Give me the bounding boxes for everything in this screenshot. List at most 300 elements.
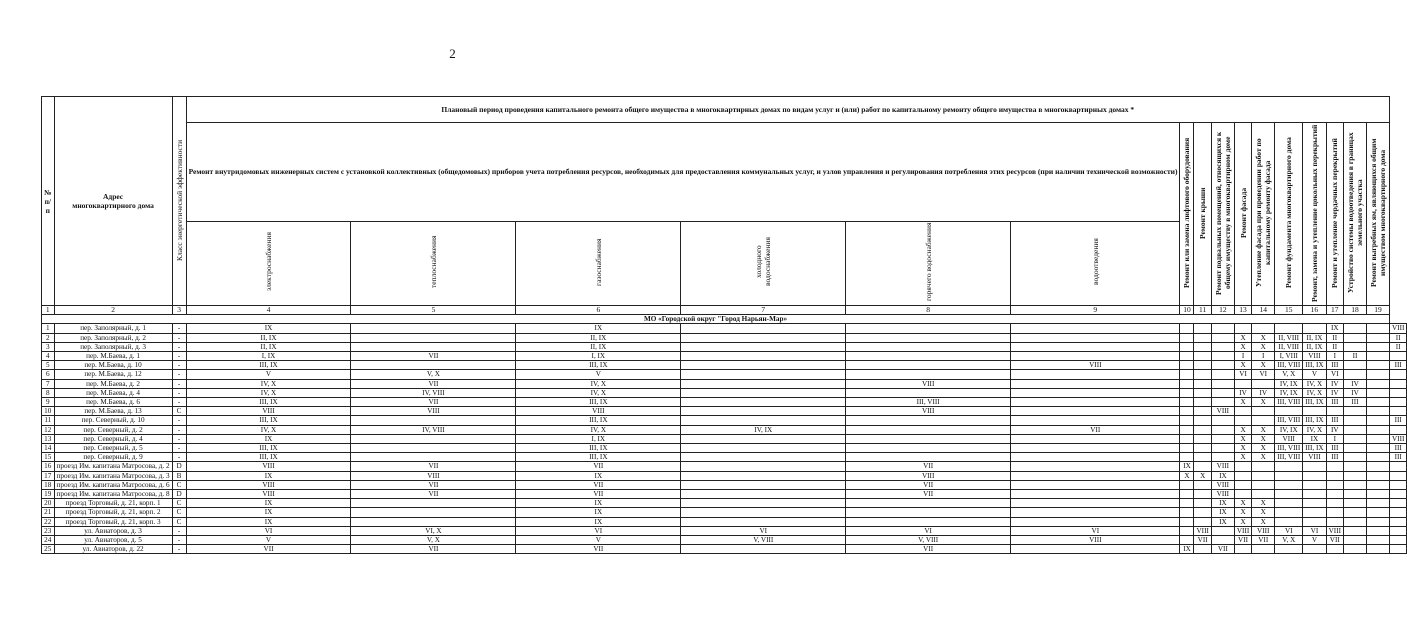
row-cell bbox=[1343, 545, 1366, 554]
row-energy-class: - bbox=[172, 324, 186, 333]
row-cell bbox=[1194, 444, 1211, 453]
row-cell bbox=[1275, 480, 1303, 489]
row-cell bbox=[681, 499, 846, 508]
row-cell: VIII bbox=[1211, 462, 1234, 471]
header-engineering-systems: Ремонт внутридомовых инженерных систем с установкой коллективных (общедомовых) приборов учета потребления ресурсов, необходимых для предоставления коммунальных услуг, и узлов управления и регулирования потребления этих ресурсов (при наличии технической возможности) bbox=[186, 123, 1180, 222]
table-row bbox=[42, 398, 1407, 407]
row-cell: IX bbox=[186, 517, 351, 526]
row-cell: VIII bbox=[516, 407, 681, 416]
row-cell bbox=[1366, 333, 1389, 342]
row-number: 13 bbox=[42, 434, 55, 443]
row-cell: IX bbox=[186, 471, 351, 480]
row-cell: IV, X bbox=[516, 379, 681, 388]
row-number: 17 bbox=[42, 471, 55, 480]
row-cell bbox=[1180, 416, 1194, 425]
row-cell bbox=[1343, 324, 1366, 333]
row-cell bbox=[846, 333, 1011, 342]
row-cell: VIII bbox=[351, 407, 516, 416]
row-cell: X bbox=[1234, 333, 1251, 342]
table-row bbox=[42, 407, 1407, 416]
row-cell: VII bbox=[186, 545, 351, 554]
column-number-row bbox=[42, 306, 1407, 315]
row-cell bbox=[846, 352, 1011, 361]
row-cell bbox=[1194, 499, 1211, 508]
row-cell: X bbox=[1234, 508, 1251, 517]
row-cell: VII bbox=[516, 545, 681, 554]
row-cell: X bbox=[1234, 425, 1251, 434]
row-cell bbox=[1326, 407, 1343, 416]
table-row bbox=[42, 508, 1407, 517]
row-cell bbox=[1180, 480, 1194, 489]
row-number: 1 bbox=[42, 324, 55, 333]
row-cell: IV, VIII bbox=[351, 388, 516, 397]
row-number: 12 bbox=[42, 425, 55, 434]
row-number: 4 bbox=[42, 352, 55, 361]
row-cell bbox=[1366, 370, 1389, 379]
table-row bbox=[42, 342, 1407, 351]
row-cell bbox=[1211, 352, 1234, 361]
row-energy-class: - bbox=[172, 444, 186, 453]
row-cell: X bbox=[1252, 453, 1275, 462]
row-cell bbox=[1366, 379, 1389, 388]
row-energy-class: - bbox=[172, 333, 186, 342]
table-row bbox=[42, 526, 1407, 535]
header-col-17: Ремонт и утепление чердачных перекрытий bbox=[1326, 123, 1343, 306]
row-cell: X bbox=[1252, 425, 1275, 434]
row-cell: III bbox=[1389, 416, 1406, 425]
row-cell bbox=[1211, 444, 1234, 453]
row-cell: VII bbox=[516, 480, 681, 489]
row-cell bbox=[1326, 517, 1343, 526]
row-cell bbox=[681, 508, 846, 517]
row-cell: VIII bbox=[1211, 407, 1234, 416]
row-cell bbox=[1011, 333, 1180, 342]
row-cell bbox=[1275, 499, 1303, 508]
row-address: пер. Заполярный, д. 1 bbox=[54, 324, 172, 333]
row-cell: III bbox=[1343, 398, 1366, 407]
row-cell bbox=[1303, 407, 1326, 416]
row-cell bbox=[1194, 490, 1211, 499]
row-energy-class: - bbox=[172, 379, 186, 388]
row-energy-class: - bbox=[172, 388, 186, 397]
row-energy-class: C bbox=[172, 480, 186, 489]
row-cell: X bbox=[1180, 471, 1194, 480]
table-row bbox=[42, 434, 1407, 443]
row-cell: VII bbox=[1252, 536, 1275, 545]
row-cell: VIII bbox=[846, 471, 1011, 480]
column-number: 11 bbox=[1194, 306, 1211, 315]
row-cell bbox=[1180, 379, 1194, 388]
table-row bbox=[42, 453, 1407, 462]
row-cell: VI bbox=[1252, 370, 1275, 379]
row-cell: IX bbox=[1211, 471, 1234, 480]
row-cell: IX bbox=[516, 471, 681, 480]
row-cell bbox=[681, 370, 846, 379]
row-cell: III, IX bbox=[1303, 444, 1326, 453]
row-cell: VI, X bbox=[351, 526, 516, 535]
row-cell: X bbox=[1252, 508, 1275, 517]
row-address: пер. Северный, д. 9 bbox=[54, 453, 172, 462]
row-cell bbox=[1011, 462, 1180, 471]
row-cell bbox=[1366, 425, 1389, 434]
row-cell bbox=[846, 361, 1011, 370]
row-cell bbox=[1180, 407, 1194, 416]
row-cell bbox=[1194, 462, 1211, 471]
row-cell: VIII bbox=[846, 407, 1011, 416]
row-cell bbox=[681, 361, 846, 370]
row-cell bbox=[1343, 444, 1366, 453]
row-cell bbox=[1211, 398, 1234, 407]
row-cell bbox=[1343, 480, 1366, 489]
row-cell bbox=[1194, 434, 1211, 443]
row-cell bbox=[1180, 388, 1194, 397]
row-cell bbox=[1180, 499, 1194, 508]
row-cell: X bbox=[1252, 434, 1275, 443]
row-cell bbox=[1343, 536, 1366, 545]
row-cell: VIII bbox=[1011, 361, 1180, 370]
row-cell: II, IX bbox=[516, 342, 681, 351]
row-cell: IV, IX bbox=[1275, 388, 1303, 397]
row-cell bbox=[1326, 490, 1343, 499]
row-cell: III, VIII bbox=[1275, 416, 1303, 425]
row-number: 22 bbox=[42, 517, 55, 526]
row-cell bbox=[846, 425, 1011, 434]
row-cell bbox=[1211, 416, 1234, 425]
row-cell bbox=[1366, 545, 1389, 554]
row-cell: VIII bbox=[1211, 490, 1234, 499]
row-cell bbox=[1011, 453, 1180, 462]
row-cell bbox=[1366, 416, 1389, 425]
row-cell bbox=[1343, 425, 1366, 434]
table-row bbox=[42, 444, 1407, 453]
row-cell bbox=[681, 471, 846, 480]
row-cell: X bbox=[1234, 398, 1251, 407]
row-cell bbox=[1275, 471, 1303, 480]
row-cell: IV bbox=[1343, 388, 1366, 397]
section-title: МО «Городской округ "Город Нарьян-Мар» bbox=[42, 315, 1390, 324]
row-number: 18 bbox=[42, 480, 55, 489]
row-cell bbox=[1211, 333, 1234, 342]
row-cell bbox=[1303, 545, 1326, 554]
row-cell bbox=[681, 333, 846, 342]
row-cell bbox=[681, 453, 846, 462]
row-cell: IX bbox=[1303, 434, 1326, 443]
row-cell: X bbox=[1252, 517, 1275, 526]
column-number: 5 bbox=[351, 306, 516, 315]
row-cell: IX bbox=[186, 508, 351, 517]
row-cell: II bbox=[1389, 333, 1406, 342]
row-cell bbox=[1389, 425, 1406, 434]
row-energy-class: D bbox=[172, 462, 186, 471]
column-number: 1 bbox=[42, 306, 55, 315]
column-number: 8 bbox=[846, 306, 1011, 315]
row-address: пер. М.Баева, д. 2 bbox=[54, 379, 172, 388]
row-cell bbox=[1389, 352, 1406, 361]
row-cell bbox=[1366, 471, 1389, 480]
row-cell bbox=[1343, 471, 1366, 480]
row-cell: I bbox=[1326, 352, 1343, 361]
header-sub-gas: газоснабжения bbox=[516, 221, 681, 305]
row-cell: X bbox=[1234, 342, 1251, 351]
row-number: 24 bbox=[42, 536, 55, 545]
row-cell bbox=[1389, 536, 1406, 545]
row-cell bbox=[1275, 490, 1303, 499]
row-cell bbox=[1343, 508, 1366, 517]
row-cell bbox=[1366, 434, 1389, 443]
row-cell: II, VIII bbox=[1275, 333, 1303, 342]
column-number: 9 bbox=[1011, 306, 1180, 315]
row-cell bbox=[1343, 416, 1366, 425]
row-cell bbox=[1194, 416, 1211, 425]
row-cell: III bbox=[1326, 361, 1343, 370]
row-cell bbox=[846, 444, 1011, 453]
row-cell bbox=[1275, 508, 1303, 517]
row-address: пер. М.Баева, д. 13 bbox=[54, 407, 172, 416]
row-cell: II bbox=[1326, 342, 1343, 351]
row-cell: VII bbox=[516, 462, 681, 471]
row-cell bbox=[1180, 352, 1194, 361]
row-cell bbox=[1343, 361, 1366, 370]
row-cell bbox=[1180, 333, 1194, 342]
row-cell bbox=[1366, 499, 1389, 508]
row-cell: V bbox=[516, 536, 681, 545]
row-cell bbox=[681, 379, 846, 388]
row-cell bbox=[681, 398, 846, 407]
row-cell: X bbox=[1234, 453, 1251, 462]
row-cell bbox=[1326, 499, 1343, 508]
row-energy-class: - bbox=[172, 536, 186, 545]
table-row bbox=[42, 333, 1407, 342]
row-cell bbox=[1194, 379, 1211, 388]
row-cell bbox=[846, 508, 1011, 517]
row-cell: VI bbox=[1326, 370, 1343, 379]
row-cell bbox=[1011, 517, 1180, 526]
row-cell bbox=[681, 324, 846, 333]
row-cell: IX bbox=[516, 324, 681, 333]
row-cell bbox=[1180, 361, 1194, 370]
row-cell bbox=[1366, 444, 1389, 453]
row-cell: IV, X bbox=[186, 388, 351, 397]
row-cell bbox=[1389, 517, 1406, 526]
column-number: 19 bbox=[1366, 306, 1389, 315]
row-energy-class: C bbox=[172, 499, 186, 508]
row-address: проезд Им. капитана Матросова, д. 8 bbox=[54, 490, 172, 499]
row-cell: VII bbox=[846, 480, 1011, 489]
header-col-16: Ремонт, замена и утепление цокольных перекрытий bbox=[1303, 123, 1326, 306]
row-cell bbox=[351, 324, 516, 333]
row-cell: IX bbox=[1180, 462, 1194, 471]
row-cell: IV, X bbox=[516, 425, 681, 434]
row-cell bbox=[1252, 324, 1275, 333]
row-cell: X bbox=[1234, 434, 1251, 443]
row-cell bbox=[1194, 342, 1211, 351]
row-cell: IX bbox=[1211, 508, 1234, 517]
row-cell: X bbox=[1234, 517, 1251, 526]
row-cell: III, VIII bbox=[1275, 398, 1303, 407]
row-cell bbox=[1011, 480, 1180, 489]
row-address: пер. Северный, д. 10 bbox=[54, 416, 172, 425]
table-row bbox=[42, 462, 1407, 471]
row-cell: III, IX bbox=[516, 398, 681, 407]
row-cell bbox=[351, 444, 516, 453]
row-cell: I, IX bbox=[186, 352, 351, 361]
row-cell bbox=[1275, 324, 1303, 333]
row-cell: IX bbox=[1211, 517, 1234, 526]
row-cell bbox=[1343, 434, 1366, 443]
row-cell bbox=[1234, 416, 1251, 425]
row-cell bbox=[1343, 333, 1366, 342]
row-cell: II bbox=[1389, 342, 1406, 351]
row-cell bbox=[1180, 453, 1194, 462]
row-cell: VII bbox=[351, 545, 516, 554]
row-cell: I, IX bbox=[516, 434, 681, 443]
row-number: 21 bbox=[42, 508, 55, 517]
row-cell bbox=[1326, 471, 1343, 480]
row-energy-class: C bbox=[172, 508, 186, 517]
row-cell bbox=[1366, 453, 1389, 462]
row-cell bbox=[1389, 499, 1406, 508]
row-cell: IX bbox=[186, 434, 351, 443]
row-cell: VII bbox=[351, 480, 516, 489]
row-cell: VIII bbox=[186, 480, 351, 489]
row-cell: VIII bbox=[1326, 526, 1343, 535]
row-energy-class: - bbox=[172, 425, 186, 434]
row-cell: II, IX bbox=[516, 333, 681, 342]
column-number: 13 bbox=[1234, 306, 1251, 315]
row-cell bbox=[1180, 425, 1194, 434]
row-cell bbox=[1389, 398, 1406, 407]
row-cell: VII bbox=[1194, 536, 1211, 545]
row-cell bbox=[1234, 407, 1251, 416]
row-cell bbox=[1011, 407, 1180, 416]
row-cell: X bbox=[1252, 398, 1275, 407]
row-cell bbox=[1343, 490, 1366, 499]
row-cell bbox=[1211, 536, 1234, 545]
row-cell bbox=[351, 416, 516, 425]
row-cell: X bbox=[1194, 471, 1211, 480]
column-number: 7 bbox=[681, 306, 846, 315]
row-cell: II, VIII bbox=[1275, 342, 1303, 351]
row-cell bbox=[1343, 407, 1366, 416]
row-cell: IX bbox=[1180, 545, 1194, 554]
row-cell: IV, IX bbox=[1275, 379, 1303, 388]
row-cell: III, IX bbox=[516, 416, 681, 425]
header-col-11: Ремонт крыши bbox=[1194, 123, 1211, 306]
row-cell: VIII bbox=[1194, 526, 1211, 535]
row-cell: VIII bbox=[1275, 434, 1303, 443]
row-cell bbox=[1389, 471, 1406, 480]
row-cell bbox=[1011, 370, 1180, 379]
row-cell bbox=[1389, 526, 1406, 535]
row-cell bbox=[1303, 462, 1326, 471]
row-cell bbox=[1211, 370, 1234, 379]
row-energy-class: - bbox=[172, 434, 186, 443]
row-cell: IX bbox=[1326, 324, 1343, 333]
row-cell: VII bbox=[351, 379, 516, 388]
table-row bbox=[42, 361, 1407, 370]
row-cell: VIII bbox=[1303, 352, 1326, 361]
row-cell: IV bbox=[1252, 388, 1275, 397]
table-row bbox=[42, 490, 1407, 499]
row-cell: II, IX bbox=[1303, 342, 1326, 351]
row-address: пер. Заполярный, д. 2 bbox=[54, 333, 172, 342]
row-cell: VII bbox=[846, 545, 1011, 554]
row-cell: III, VIII bbox=[1275, 453, 1303, 462]
row-cell: X bbox=[1234, 361, 1251, 370]
table-row bbox=[42, 379, 1407, 388]
row-number: 19 bbox=[42, 490, 55, 499]
row-number: 23 bbox=[42, 526, 55, 535]
column-number: 4 bbox=[186, 306, 351, 315]
row-cell: V, X bbox=[351, 536, 516, 545]
row-cell bbox=[1366, 490, 1389, 499]
row-cell bbox=[1343, 499, 1366, 508]
row-number: 7 bbox=[42, 379, 55, 388]
row-cell: I bbox=[1252, 352, 1275, 361]
row-cell bbox=[351, 333, 516, 342]
row-cell bbox=[1303, 471, 1326, 480]
row-cell: VI bbox=[1275, 526, 1303, 535]
row-cell: III, IX bbox=[516, 444, 681, 453]
row-cell bbox=[1211, 379, 1234, 388]
table-row bbox=[42, 370, 1407, 379]
row-cell bbox=[1326, 462, 1343, 471]
row-number: 5 bbox=[42, 361, 55, 370]
row-cell: III bbox=[1326, 453, 1343, 462]
row-cell bbox=[846, 453, 1011, 462]
row-cell bbox=[681, 416, 846, 425]
row-cell bbox=[1275, 545, 1303, 554]
row-cell bbox=[351, 517, 516, 526]
row-number: 3 bbox=[42, 342, 55, 351]
row-cell bbox=[846, 370, 1011, 379]
row-cell: VIII bbox=[1389, 434, 1406, 443]
row-cell: X bbox=[1234, 499, 1251, 508]
row-cell bbox=[1366, 324, 1389, 333]
header-col-14: Утепление фасада при проведении работ по капитальному ремонту фасада bbox=[1252, 123, 1275, 306]
row-cell bbox=[1011, 508, 1180, 517]
row-address: ул. Авиаторов, д. 22 bbox=[54, 545, 172, 554]
row-cell bbox=[1180, 536, 1194, 545]
row-cell bbox=[1326, 508, 1343, 517]
row-cell: X bbox=[1252, 499, 1275, 508]
row-cell: III bbox=[1326, 398, 1343, 407]
table-row bbox=[42, 545, 1407, 554]
row-cell bbox=[1326, 545, 1343, 554]
row-cell bbox=[1194, 407, 1211, 416]
row-cell bbox=[1366, 352, 1389, 361]
row-cell: II, IX bbox=[1303, 333, 1326, 342]
column-number: 16 bbox=[1303, 306, 1326, 315]
row-cell: X bbox=[1234, 444, 1251, 453]
header-col-15: Ремонт фундамента многоквартирного дома bbox=[1275, 123, 1303, 306]
row-cell bbox=[351, 342, 516, 351]
row-cell bbox=[681, 352, 846, 361]
row-cell bbox=[1343, 517, 1366, 526]
row-cell bbox=[1343, 370, 1366, 379]
row-cell: VII bbox=[1326, 536, 1343, 545]
column-number: 18 bbox=[1343, 306, 1366, 315]
row-cell bbox=[1252, 407, 1275, 416]
row-energy-class: D bbox=[172, 490, 186, 499]
row-cell bbox=[681, 342, 846, 351]
header-energy-class: Класс энергетической эффективности bbox=[172, 97, 186, 306]
row-cell bbox=[681, 462, 846, 471]
row-cell bbox=[1194, 324, 1211, 333]
row-number: 9 bbox=[42, 398, 55, 407]
row-cell: V bbox=[186, 370, 351, 379]
row-cell: II, IX bbox=[186, 342, 351, 351]
